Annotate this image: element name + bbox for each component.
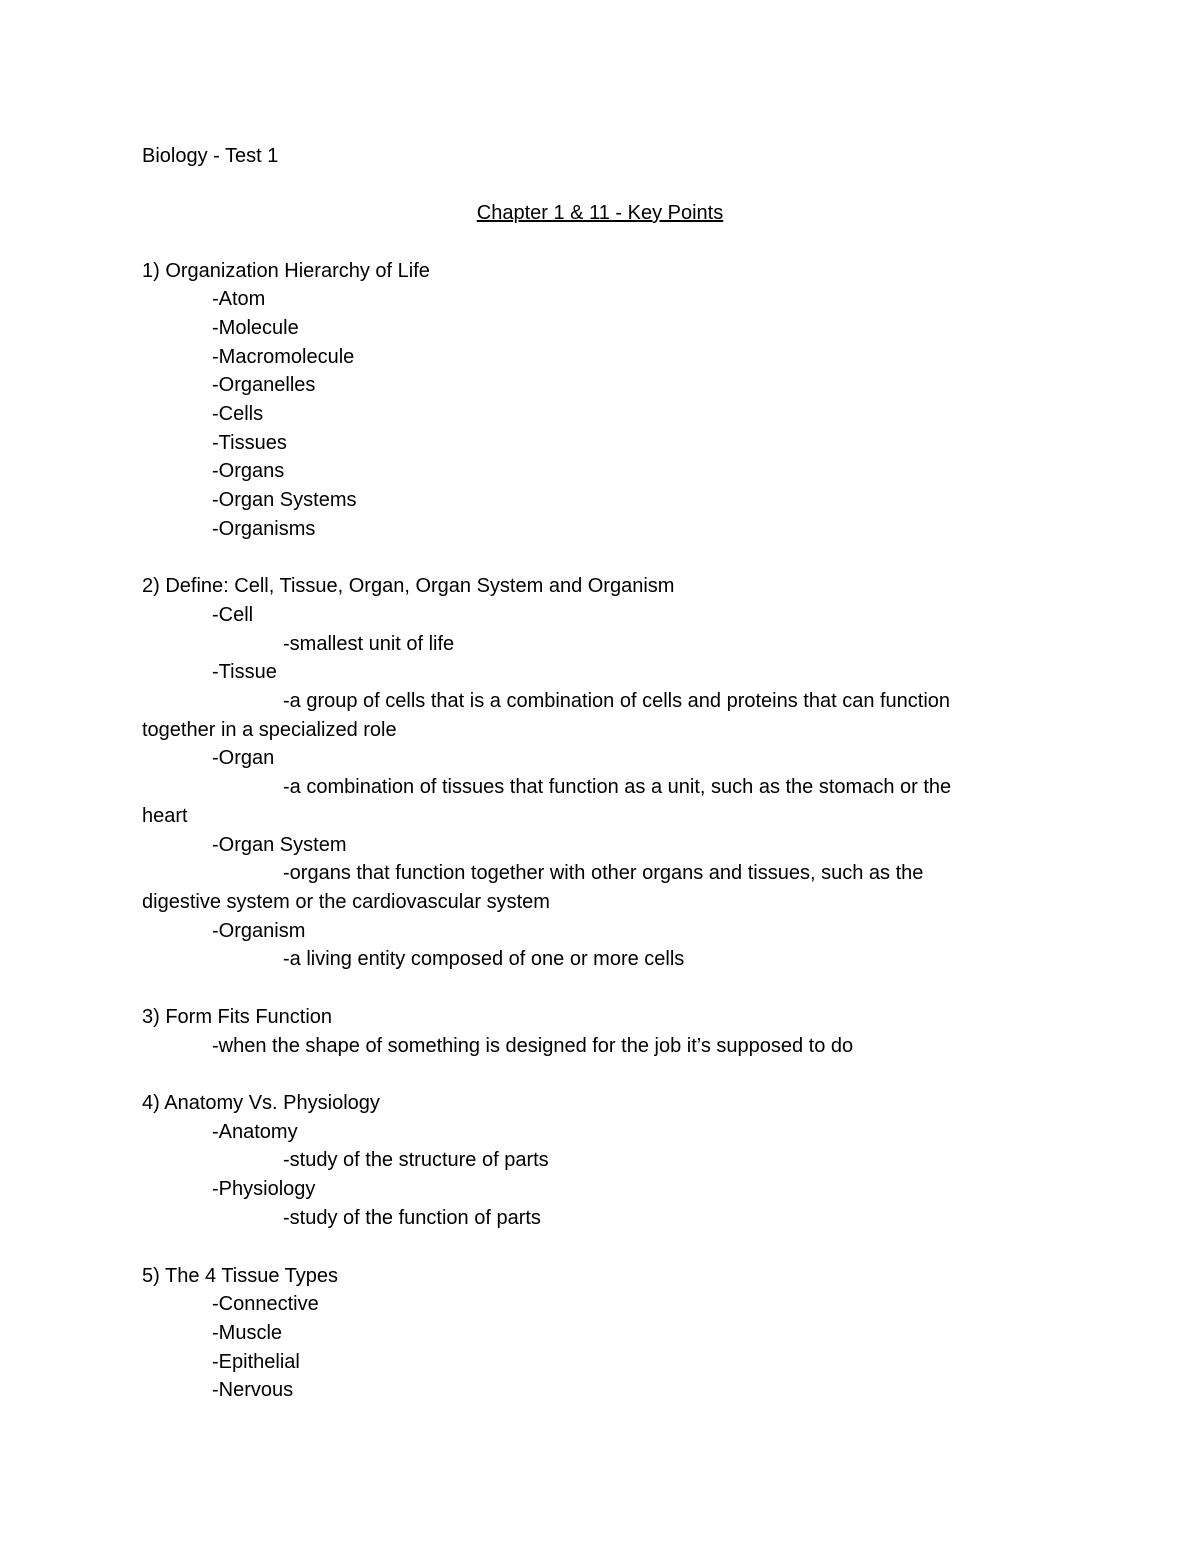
term-organ-system: -Organ System (212, 834, 347, 856)
list-item: -Organelles (212, 374, 316, 396)
definition-tissue: -a group of cells that is a combination of cells and proteins that can function (283, 690, 951, 712)
term-anatomy: -Anatomy (212, 1121, 298, 1143)
definition-organ-system: -organs that function together with other organs and tissues, such as the (283, 862, 924, 884)
list-item: -Organ Systems (212, 489, 357, 511)
list-item: -Nervous (212, 1379, 294, 1401)
section-4-title: 4) Anatomy Vs. Physiology (142, 1092, 380, 1114)
definition-cell: -smallest unit of life (283, 633, 455, 655)
definition-form-fits-function: -when the shape of something is designed for the job it’s supposed to do (212, 1035, 854, 1057)
term-physiology: -Physiology (212, 1178, 316, 1200)
list-item: -Connective (212, 1293, 319, 1315)
list-item: -Epithelial (212, 1351, 300, 1373)
list-item: -Organisms (212, 518, 316, 540)
list-item: -Organs (212, 460, 285, 482)
definition-organ: -a combination of tissues that function as a unit, such as the stomach or the (283, 776, 952, 798)
definition-organism: -a living entity composed of one or more cells (283, 948, 685, 970)
definition-anatomy: -study of the structure of parts (283, 1149, 549, 1171)
document-title: Biology - Test 1 (142, 145, 279, 167)
term-organism: -Organism (212, 920, 306, 942)
list-item: -Tissues (212, 432, 287, 454)
term-organ: -Organ (212, 747, 275, 769)
list-item: -Cells (212, 403, 264, 425)
section-1-title: 1) Organization Hierarchy of Life (142, 260, 430, 282)
list-item: -Muscle (212, 1322, 283, 1344)
definition-organ-continued: heart (142, 805, 188, 827)
definition-tissue-continued: together in a specialized role (142, 719, 397, 741)
section-5-title: 5) The 4 Tissue Types (142, 1265, 339, 1287)
definition-organ-system-continued: digestive system or the cardiovascular system (142, 891, 550, 913)
term-tissue: -Tissue (212, 661, 277, 683)
chapter-heading: Chapter 1 & 11 - Key Points (476, 202, 724, 224)
list-item: -Macromolecule (212, 346, 355, 368)
section-3-title: 3) Form Fits Function (142, 1006, 333, 1028)
list-item: -Molecule (212, 317, 299, 339)
definition-physiology: -study of the function of parts (283, 1207, 541, 1229)
term-cell: -Cell (212, 604, 254, 626)
section-2-title: 2) Define: Cell, Tissue, Organ, Organ System and Organism (142, 575, 675, 597)
list-item: -Atom (212, 288, 266, 310)
